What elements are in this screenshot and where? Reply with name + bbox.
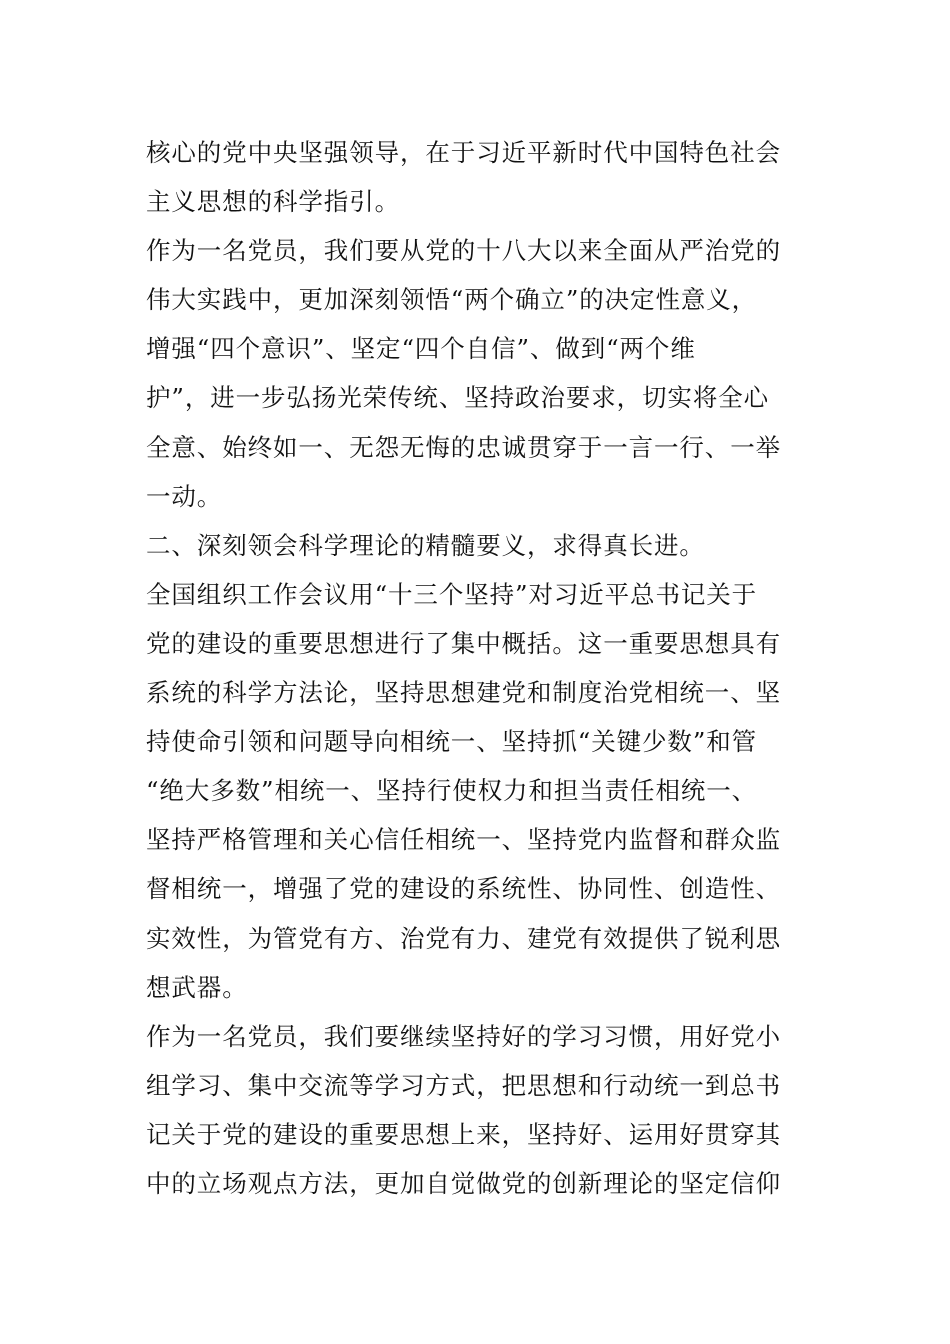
text-line: 中的立场观点方法，更加自觉做党的创新理论的坚定信仰 [146,1168,781,1198]
text-line: 坚持严格管理和关心信任相统一、坚持党内监督和群众监 [146,825,781,855]
text-line: 作为一名党员，我们要继续坚持好的学习习惯，用好党小 [146,1021,781,1051]
text-line: 一动。 [146,481,223,511]
section-heading: 二、深刻领会科学理论的精髓要义，求得真长进。 [146,530,705,560]
text-line: 持使命引领和问题导向相统一、坚持抓“关键少数”和管 [146,727,758,757]
text-line: 护”，进一步弘扬光荣传统、坚持政治要求，切实将全心 [146,383,770,413]
text-line: 党的建设的重要思想进行了集中概括。这一重要思想具有 [146,628,781,658]
text-line: 记关于党的建设的重要思想上来，坚持好、运用好贯穿其 [146,1119,781,1149]
text-line: 作为一名党员，我们要从党的十八大以来全面从严治党的 [146,236,781,266]
document-body [146,128,806,1208]
text-line: 全国组织工作会议用“十三个坚持”对习近平总书记关于 [146,579,758,609]
text-line: “绝大多数”相统一、坚持行使权力和担当责任相统一、 [146,776,758,806]
text-line: 核心的党中央坚强领导，在于习近平新时代中国特色社会 [146,138,781,167]
text-line: 实效性，为管党有方、治党有力、建党有效提供了锐利思 [146,923,781,953]
text-line: 组学习、集中交流等学习方式，把思想和行动统一到总书 [146,1070,781,1100]
text-line: 系统的科学方法论，坚持思想建党和制度治党相统一、坚 [146,678,781,708]
text-line: 伟大实践中，更加深刻领悟“两个确立”的决定性意义， [146,285,758,315]
text-line: 想武器。 [146,972,248,1002]
text-line: 全意、始终如一、无怨无悔的忠诚贯穿于一言一行、一举 [146,432,781,462]
text-line: 主义思想的科学指引。 [146,187,400,217]
text-line: 增强“四个意识”、坚定“四个自信”、做到“两个维 [146,334,696,364]
text-line: 督相统一，增强了党的建设的系统性、协同性、创造性、 [146,874,781,904]
